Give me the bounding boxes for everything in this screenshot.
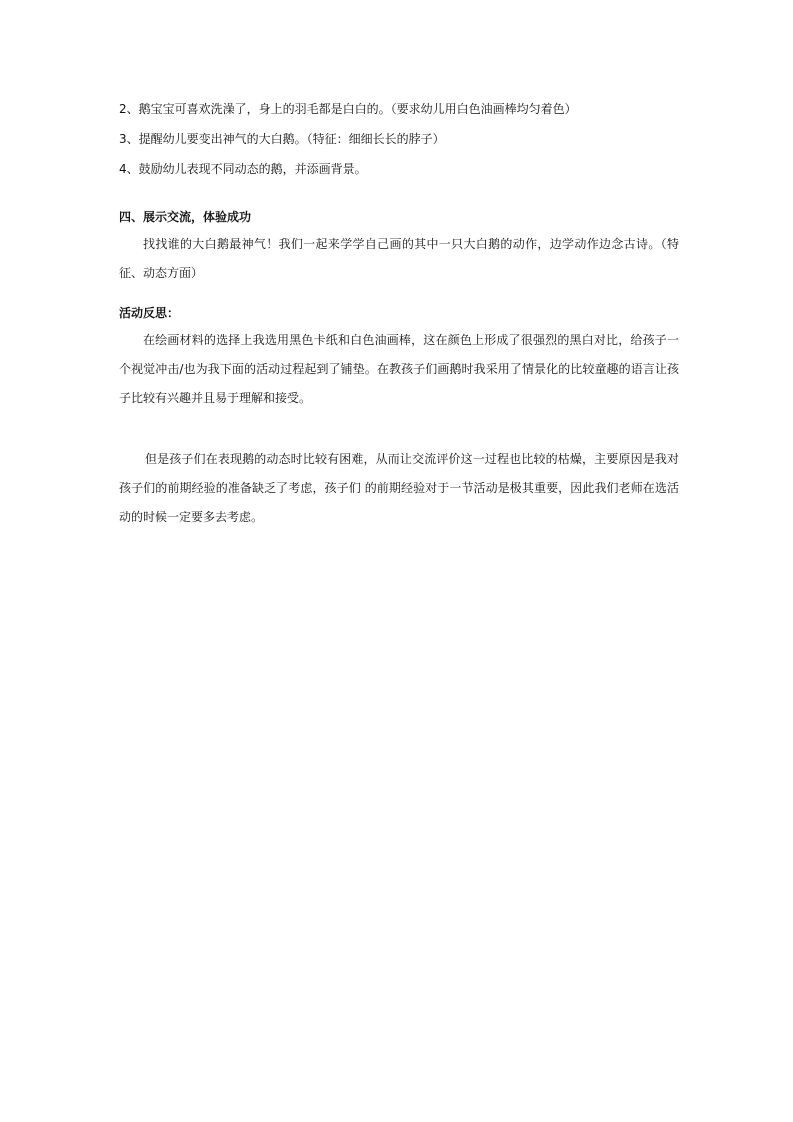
section-heading-showcase: 四、展示交流，体验成功 <box>119 210 252 224</box>
list-item-4: 4、鼓励幼儿表现不同动态的鹅，并添画背景。 <box>119 162 367 176</box>
document-body <box>119 100 679 532</box>
list-item-3: 3、提醒幼儿要变出神气的大白鹅。（特征：细细长长的脖子） <box>119 132 445 146</box>
list-item-2: 2、鹅宝宝可喜欢洗澡了，身上的羽毛都是白白的。（要求幼儿用白色油画棒均匀着色） <box>119 102 577 116</box>
reflection-paragraph-1: 在绘画材料的选择上我选用黑色卡纸和白色油画棒，这在颜色上形成了很强烈的黑白对比，给孩子一个视觉冲击/也为我下面的活动过程起到了铺垫。在教孩子们画鹅时我采用了情景化的比较童趣的语言让孩子比较有兴趣并且易于理解和接受。 <box>119 333 679 405</box>
showcase-paragraph: 找找谁的大白鹅最神气！我们一起来学学自己画的其中一只大白鹅的动作，边学动作边念古诗。（特征、动态方面） <box>119 237 679 280</box>
section-heading-reflection: 活动反思： <box>119 306 180 320</box>
reflection-paragraph-2: 但是孩子们在表现鹅的动态时比较有困难，从而让交流评价这一过程也比较的枯燥，主要原因是我对孩子们的前期经验的准备缺乏了考虑，孩子们 的前期经验对于一节活动是极其重要，因此我们老师在选活动的时候一定要多去考虑。 <box>119 452 679 524</box>
